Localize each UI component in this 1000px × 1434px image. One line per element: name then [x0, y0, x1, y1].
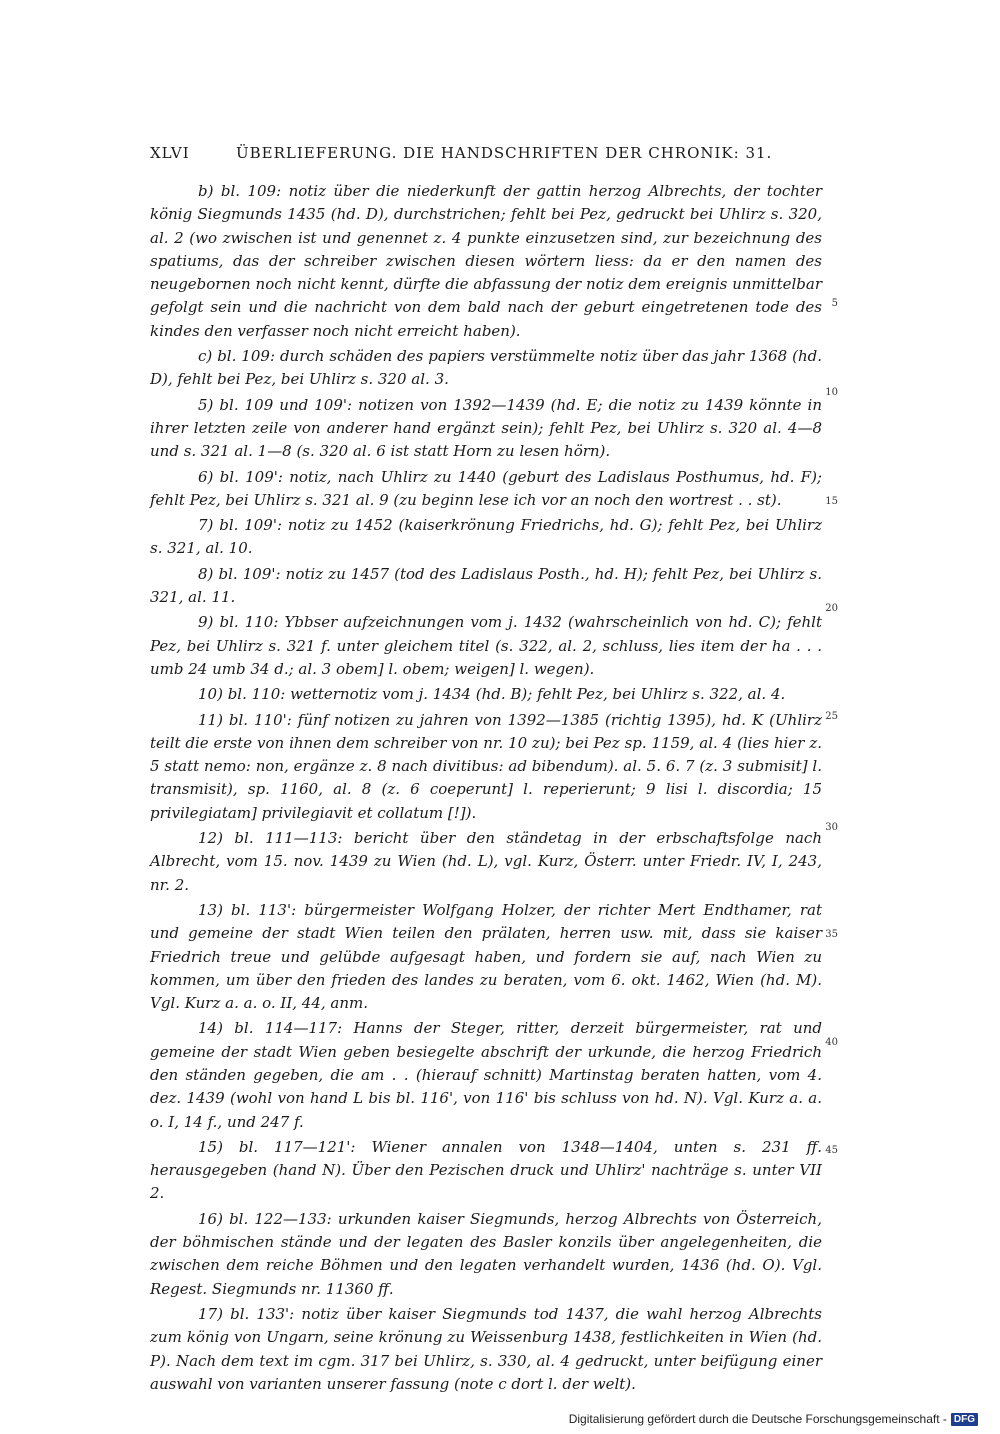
- entry-5: 5) bl. 109 und 109': notizen von 1392—1439 (hd. E; die notiz zu 1439 könnte in ihrer letzten zeile von anderer hand ergänzt sein); fehlt Pez, bei Uhlirz s. 320 al. 4—8 und s. 321 al. 1—8 (s. 320 al. 6 ist statt Horn zu lesen hörn).: [150, 395, 822, 461]
- line-number-15: 15: [825, 496, 838, 507]
- body-text: [150, 180, 822, 1396]
- entry-12: 12) bl. 111—113: bericht über den ständetag in der erbschaftsfolge nach Albrecht, vom 15. nov. 1439 zu Wien (hd. L), vgl. Kurz, Österr. unter Friedr. IV, I, 243, nr. 2.: [150, 829, 822, 894]
- entry-9: 9) bl. 110: Ybbser aufzeichnungen vom j. 1432 (wahrscheinlich von hd. C); fehlt Pez, bei Uhlirz s. 321 f. unter gleichem titel (s. 322, al. 2, schluss, lies item der ha . . . umb 24 umb 34 d.; al. 3 obem] l. obem; weigen] l. wegen).: [150, 613, 822, 678]
- footer-credit: [569, 1412, 978, 1426]
- entry-13: 13) bl. 113': bürgermeister Wolfgang Holzer, der richter Mert Endthamer, rat und gemeine der stadt Wien teilen den prälaten, herren usw. mit, dass sie kaiser Friedrich treue und gelübde aufgesagt haben, und fordern sie auf, nach Wien zu kommen, um über den frieden des landes zu beraten, vom 6. okt. 1462, Wien (hd. M). Vgl. Kurz a. a. o. II, 44, anm.: [150, 900, 822, 1013]
- entry-15: 15) bl. 117—121': Wiener annalen von 1348—1404, unten s. 231 ff. herausgegeben (hand N). Über den Pezischen druck und Uhlirz' nachträge s. unter VII 2.: [150, 1137, 822, 1203]
- entry-6: 6) bl. 109': notiz, nach Uhlirz zu 1440 (geburt des Ladislaus Posthumus, hd. F); fehlt Pez, bei Uhlirz s. 321 al. 9 (zu beginn lese ich vor an noch den wortrest . . st).: [150, 467, 822, 509]
- line-number-35: 35: [825, 929, 838, 940]
- entry-17: 17) bl. 133': notiz über kaiser Siegmunds tod 1437, die wahl herzog Albrechts zum könig von Ungarn, seine krönung zu Weissenburg 1438, festlichkeiten in Wien (hd. P). Nach dem text im cgm. 317 bei Uhlirz, s. 330, al. 4 gedruckt, unter beifügung einer auswahl von varianten unserer fassung (note c dort l. der welt).: [150, 1304, 822, 1393]
- entry-b: b) bl. 109: notiz über die niederkunft der gattin herzog Albrechts, der tochter könig Siegmunds 1435 (hd. D), durchstrichen; fehlt bei Pez, gedruckt bei Uhlirz s. 320, al. 2 (wo zwischen ist und genennet z. 4 punkte einzusetzen sind, zur bezeichnung des spatiums, das der schreiber zwischen diesen wörtern liess: da er den namen des neugebornen noch nicht kennt, dürfte die abfassung der notiz dem ereignis unmittelbar gefolgt sein und die nachricht von dem bald nach der geburt eingetretenen tode des kindes den verfasser noch nicht erreicht haben).: [150, 182, 822, 340]
- entry-8: 8) bl. 109': notiz zu 1457 (tod des Ladislaus Posth., hd. H); fehlt Pez, bei Uhlirz s. 321, al. 11.: [150, 564, 822, 607]
- entry-7: 7) bl. 109': notiz zu 1452 (kaiserkrönung Friedrichs, hd. G); fehlt Pez, bei Uhlirz s. 321, al. 10.: [150, 516, 822, 558]
- entry-14: 14) bl. 114—117: Hanns der Steger, ritter, derzeit bürgermeister, rat und gemeine der stadt Wien geben besiegelte abschrift der urkunde, die herzog Friedrich den ständen gegeben, die am . . (hierauf schnitt) Martinstag beraten hatten, vom 4. dez. 1439 (wohl von hand L bis bl. 116', von 116' bis schluss von hd. N). Vgl. Kurz a. a. o. I, 14 f., und 247 f.: [150, 1019, 822, 1131]
- line-number-25: 25: [825, 711, 838, 722]
- footer-text: Digitalisierung gefördert durch die Deutsche Forschungsgemeinschaft -: [568, 1412, 947, 1426]
- entry-11: 11) bl. 110': fünf notizen zu jahren von 1392—1385 (richtig 1395), hd. K (Uhlirz teilt die erste von ihnen dem schreiber von nr. 10 zu); bei Pez sp. 1159, al. 4 (lies hier z. 5 statt nemo: non, ergänze z. 8 nach divitibus: ad bibendum). al. 5. 6. 7 (z. 3 submisit] l. transmisit), sp. 1160, al. 8 (z. 6 coeperunt] l. reperierunt; 9 lisi l. discordia; 15 privilegiatam] privilegiavit et collatum [!]).: [150, 710, 822, 822]
- page-number: XLVI: [150, 144, 190, 162]
- entry-16: 16) bl. 122—133: urkunden kaiser Siegmunds, herzog Albrechts von Österreich, der böhmischen stände und der legaten des Basler konzils über angelegenheiten, die zwischen dem reiche Böhmen und den legaten verhandelt wurden, 1436 (hd. O). Vgl. Regest. Siegmunds nr. 11360 ff.: [150, 1209, 822, 1298]
- line-number-5: 5: [831, 298, 838, 309]
- dfg-logo-icon: DFG: [951, 1413, 978, 1426]
- page-title: ÜBERLIEFERUNG. DIE HANDSCHRIFTEN DER CHRONIK: 31.: [236, 144, 773, 162]
- entry-10: 10) bl. 110: wetternotiz vom j. 1434 (hd. B); fehlt Pez, bei Uhlirz s. 322, al. 4.: [198, 685, 786, 704]
- line-number-45: 45: [825, 1145, 838, 1156]
- line-number-40: 40: [825, 1037, 838, 1048]
- page-header: [150, 144, 830, 162]
- entry-c: c) bl. 109: durch schäden des papiers verstümmelte notiz über das jahr 1368 (hd. D), fehlt bei Pez, bei Uhlirz s. 320 al. 3.: [150, 347, 822, 389]
- line-number-30: 30: [825, 822, 838, 833]
- line-number-20: 20: [825, 603, 838, 614]
- line-number-10: 10: [825, 387, 838, 398]
